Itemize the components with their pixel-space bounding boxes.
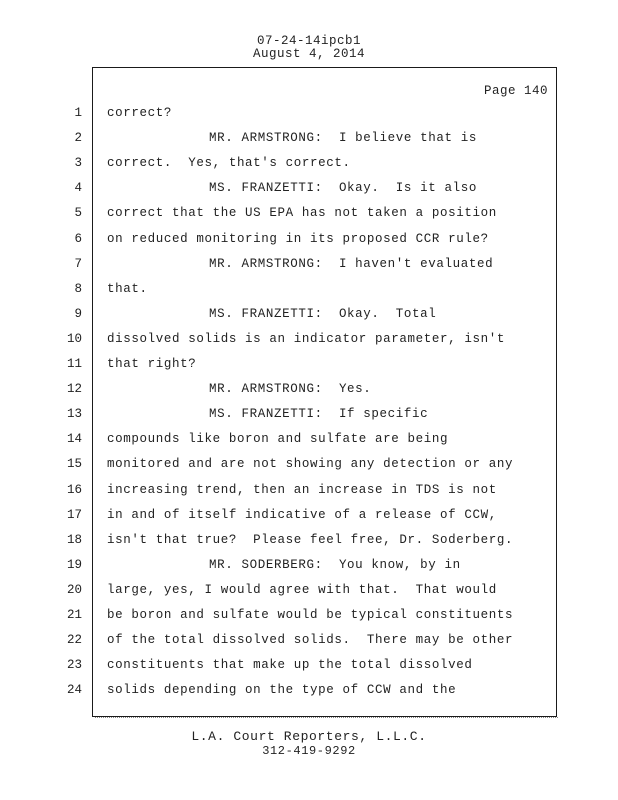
line-number: 13 <box>66 407 82 422</box>
line-number: 4 <box>74 181 82 196</box>
line-text: dissolved solids is an indicator parameter, isn't <box>107 331 505 346</box>
line-number: 7 <box>74 256 82 271</box>
line-number: 22 <box>66 633 82 648</box>
line-text: that. <box>107 281 148 296</box>
line-number: 6 <box>74 231 82 246</box>
line-number: 15 <box>66 457 82 472</box>
line-number: 24 <box>66 683 82 698</box>
transcript-line <box>0 382 618 402</box>
transcript-line <box>0 332 618 352</box>
line-number: 2 <box>74 131 82 146</box>
line-number: 14 <box>66 432 82 447</box>
transcript-line <box>0 457 618 477</box>
line-text: MR. ARMSTRONG: I believe that is <box>209 131 478 146</box>
line-text: constituents that make up the total dissolved <box>107 658 473 673</box>
line-text: solids depending on the type of CCW and the <box>107 683 457 698</box>
line-text: that right? <box>107 357 197 371</box>
transcript-line <box>0 483 618 503</box>
transcript-line <box>0 608 618 628</box>
line-number: 9 <box>74 306 82 321</box>
transcript-line <box>0 357 618 377</box>
line-text: in and of itself indicative of a release of CCW, <box>107 507 497 522</box>
line-text: MR. ARMSTRONG: Yes. <box>209 382 372 397</box>
document-id: 07-24-14ipcb1 <box>256 34 362 48</box>
frame-scan-artifact <box>95 717 558 720</box>
line-text: of the total dissolved solids. There may be other <box>107 633 514 648</box>
transcript-line <box>0 282 618 302</box>
transcript-line <box>0 232 618 252</box>
line-text: MS. FRANZETTI: If specific <box>209 407 429 422</box>
transcript-line <box>0 206 618 226</box>
transcript-line <box>0 257 618 277</box>
transcript-line <box>0 558 618 578</box>
line-text: correct? <box>107 106 172 120</box>
line-text: MS. FRANZETTI: Okay. Is it also <box>209 181 478 196</box>
line-number: 21 <box>66 608 82 622</box>
court-reporter-phone: 312-419-9292 <box>262 744 356 758</box>
line-number: 20 <box>66 582 82 597</box>
line-number: 17 <box>66 507 82 522</box>
transcript-line <box>0 181 618 201</box>
line-text: MR. ARMSTRONG: I haven't evaluated <box>209 256 494 271</box>
line-number: 10 <box>66 331 82 346</box>
transcript-line <box>0 583 618 603</box>
line-number: 8 <box>74 281 82 296</box>
transcript-line <box>0 633 618 653</box>
transcript-line <box>0 407 618 427</box>
line-text: compounds like boron and sulfate are being <box>107 432 449 447</box>
transcript-line <box>0 131 618 151</box>
line-text: correct. Yes, that's correct. <box>107 156 351 171</box>
court-reporter-name: L.A. Court Reporters, L.L.C. <box>191 729 427 744</box>
line-number: 1 <box>74 106 82 120</box>
page-number: Page 140 <box>483 84 548 98</box>
transcript-line <box>0 307 618 327</box>
line-number: 18 <box>66 532 82 547</box>
line-text: large, yes, I would agree with that. That would <box>107 582 497 597</box>
line-number: 23 <box>66 658 82 673</box>
line-number: 16 <box>66 482 82 497</box>
document-date: August 4, 2014 <box>252 47 366 61</box>
line-number: 5 <box>74 206 82 221</box>
line-number: 3 <box>74 156 82 171</box>
transcript-line <box>0 658 618 678</box>
transcript-line <box>0 508 618 528</box>
transcript-line <box>0 156 618 176</box>
line-text: monitored and are not showing any detection or any <box>107 457 514 472</box>
line-number: 11 <box>66 357 82 371</box>
transcript-line <box>0 106 618 126</box>
line-text: be boron and sulfate would be typical constituents <box>107 608 514 622</box>
line-text: on reduced monitoring in its proposed CCR rule? <box>107 231 489 246</box>
transcript-line <box>0 683 618 703</box>
line-number: 19 <box>66 557 82 572</box>
transcript-line <box>0 533 618 553</box>
transcript-line <box>0 432 618 452</box>
line-text: MS. FRANZETTI: Okay. Total <box>209 306 437 321</box>
line-text: MR. SODERBERG: You know, by in <box>209 557 461 572</box>
line-text: correct that the US EPA has not taken a position <box>107 206 497 221</box>
line-text: increasing trend, then an increase in TDS is not <box>107 482 497 497</box>
line-number: 12 <box>66 382 82 397</box>
line-text: isn't that true? Please feel free, Dr. Soderberg. <box>107 532 514 547</box>
